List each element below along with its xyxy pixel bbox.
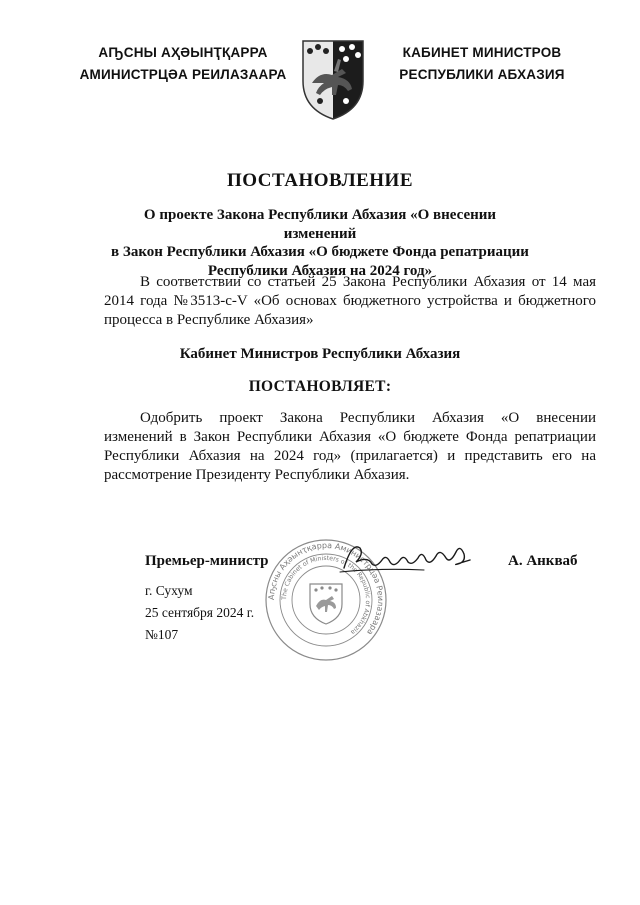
issue-place: г. Сухум [145,583,193,598]
subject-line1: О проекте Закона Республики Абхазия «О внесении изменений [143,207,497,242]
document-title: ПОСТАНОВЛЕНИЕ [226,170,414,191]
header-abkhaz-title [78,42,288,86]
header-right-line2: РЕСПУБЛИКИ АБХАЗИЯ [399,67,565,82]
header-left-line2: АМИНИСТРЦӘА РЕИЛАЗААРА [79,67,287,82]
signatory-name: А. Анкваб [508,553,578,569]
header-left-line1: АҦСНЫ АҲӘЫНҬҚАРРА [98,45,268,60]
body-line3: Республики Абхазия на 2024 год» (прилагается) и представить его на [104,448,596,464]
decision-paragraph [104,409,596,485]
document-number: №107 [145,627,179,642]
preamble-line1: В соответствии со статьей 25 Закона Республики Абхазия от 14 мая [140,274,596,290]
svg-text:Аҧсны Аҳәынҭқарра Аминистрцәа: Аҧсны Аҳәынҭқарра Аминистрцәа Реилазаара [266,540,386,637]
abkhazia-coat-of-arms-icon [298,37,368,121]
decrees-heading: ПОСТАНОВЛЯЕТ: [248,378,392,395]
issuer-name: Кабинет Министров Республики Абхазия [179,346,461,362]
document-subject [110,206,530,280]
header-russian-title [392,42,572,86]
subject-line3: Республики Абхазия на 2024 год» [207,262,433,279]
body-line1: Одобрить проект Закона Республики Абхазия «О внесении [140,410,596,426]
svg-text:The Cabinet of Ministers of th: The Cabinet of Ministers of the Republic of Abkhazia [280,554,372,636]
handwritten-signature-icon [338,538,478,578]
header-right-line1: КАБИНЕТ МИНИСТРОВ [402,45,562,60]
issue-date: 25 сентября 2024 г. [145,605,255,620]
body-line4: рассмотрение Президенту Республики Абхазия. [104,467,410,483]
preamble-paragraph [104,273,596,330]
preamble-line2: 2014 года №3513-с-V «Об основах бюджетного устройства и бюджетного [104,293,596,309]
signatory-position: Премьер-министр [145,553,269,569]
subject-line2: в Закон Республики Абхазия «О бюджете Фонда репатриации [111,244,529,260]
preamble-line3: процесса в Республике Абхазия» [104,312,314,328]
body-line2: изменений в Закон Республики Абхазия «О бюджете Фонда репатриации [104,429,596,445]
